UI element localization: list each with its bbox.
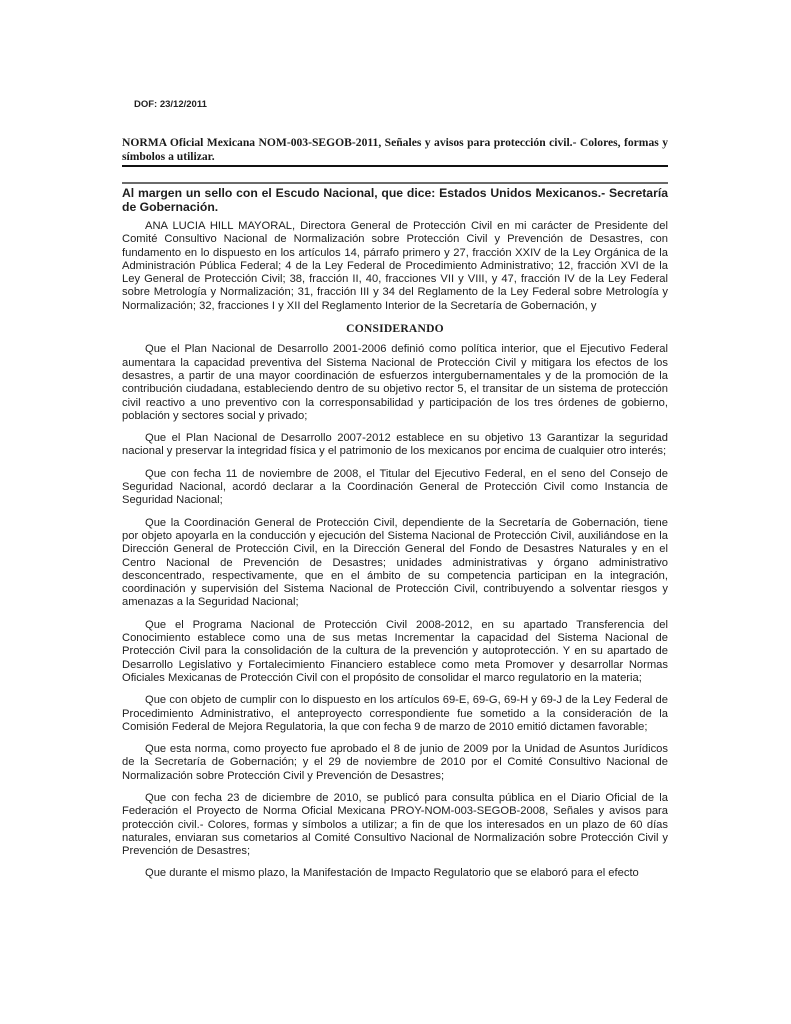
title-block: [122, 136, 668, 167]
title-rule: [122, 165, 668, 167]
intro-paragraph: ANA LUCIA HILL MAYORAL, Directora General de Protección Civil en mi carácter de Presidente del Comité Consultivo Nacional de Normalización sobre Protección Civil y Prevención de Desastres, con fundamento en lo dispuesto en los artículos 14, párrafo primero y 27, fracción XXIV de la Ley Orgánica de la Administración Pública Federal; 4 de la Ley Federal de Procedimiento Administrativo; 12, fracción XVI de la Ley General de Protección Civil; 38, fracción II, 40, fracciones VII y VIII, y 47, fracción IV de la Ley Federal sobre Metrología y Normalización; 31, fracción III y 34 del Reglamento de la Ley Federal sobre Metrología y Normalización; 32, fracciones I y XII del Reglamento Interior de la Secretaría de Gobernación, y: [122, 220, 668, 312]
paragraph: Que el Plan Nacional de Desarrollo 2007-2012 establece en su objetivo 13 Garantizar la seguridad nacional y preservar la integridad física y el patrimonio de los mexicanos por encima de cualquier otro interés;: [122, 432, 668, 458]
paragraph: Que esta norma, como proyecto fue aprobado el 8 de junio de 2009 por la Unidad de Asuntos Jurídicos de la Secretaría de Gobernación; y el 29 de noviembre de 2010 por el Comité Consultivo Nacional de Normalización sobre Protección Civil y Prevención de Desastres;: [122, 743, 668, 782]
section-rule: [122, 182, 668, 184]
paragraph: Que el Programa Nacional de Protección Civil 2008-2012, en su apartado Transferencia del Conocimiento establece como una de sus metas Incrementar la capacidad del Sistema Nacional de Protección Civil para la consolidación de la cultura de la prevención y autoprotección. Y en su apartado de Desarrollo Legislativo y Fortalecimiento Financiero establece como meta Promover y desarrollar Normas Oficiales Mexicanas de Protección Civil con el propósito de consolidar el marco regulatorio en la materia;: [122, 618, 668, 684]
paragraph: Que la Coordinación General de Protección Civil, dependiente de la Secretaría de Gobernación, tiene por objeto apoyarla en la conducción y ejecución del Sistema Nacional de Protección Civil, auxiliándose en la Dirección General de Protección Civil, en la Dirección General del Fondo de Desastres Naturales y en el Centro Nacional de Prevención de Desastres; unidades administrativas y órgano administrativo desconcentrado, respectivamente, que en el ámbito de su competencia participan en la integración, coordinación y supervisión del Sistema Nacional de Protección Civil, contribuyendo a solventar riesgos y amenazas a la Seguridad Nacional;: [122, 516, 668, 609]
paragraph: Que con fecha 23 de diciembre de 2010, se publicó para consulta pública en el Diario Oficial de la Federación el Proyecto de Norma Oficial Mexicana PROY-NOM-003-SEGOB-2008, Señales y avisos para protección civil.- Colores, formas y símbolos a utilizar; a fin de que los interesados en un plazo de 60 días naturales, enviaran sus cometarios al Comité Consultivo Nacional de Normalización sobre Protección Civil y Prevención de Desastres;: [122, 791, 668, 858]
paragraph: Que durante el mismo plazo, la Manifestación de Impacto Regulatorio que se elaboró para el efecto: [145, 867, 639, 880]
paragraph: Que el Plan Nacional de Desarrollo 2001-2006 definió como política interior, que el Ejecutivo Federal aumentara la capacidad preventiva del Sistema Nacional de Protección Civil y mitigara los efectos de los desastres, a partir de una mayor coordinación de esfuerzos intergubernamentales y de la promoción de la contribución ciudadana, estableciendo dentro de su objetivo rector 5, el transitar de un sistema de protección civil reactivo a uno preventivo con la corresponsabilidad y participación de los tres órdenes de gobierno, población y sectores social y privado;: [122, 343, 668, 422]
document-title: NORMA Oficial Mexicana NOM-003-SEGOB-2011, Señales y avisos para protección civil.- Colores, formas y símbolos a utilizar.: [122, 136, 668, 163]
dof-date: DOF: 23/12/2011: [134, 99, 207, 110]
seal-text: Al margen un sello con el Escudo Nacional, que dice: Estados Unidos Mexicanos.- Secretaría de Gobernación.: [122, 186, 668, 214]
document-body: [122, 186, 668, 890]
paragraph: Que con fecha 11 de noviembre de 2008, el Titular del Ejecutivo Federal, en el seno del Consejo de Seguridad Nacional, acordó declarar a la Coordinación General de Protección Civil como Instancia de Seguridad Nacional;: [122, 467, 668, 507]
section-heading: CONSIDERANDO: [346, 322, 444, 336]
paragraph: Que con objeto de cumplir con lo dispuesto en los artículos 69-E, 69-G, 69-H y 69-J de la Ley Federal de Procedimiento Administrativo, el anteproyecto correspondiente fue sometido a la consideración de la Comisión Federal de Mejora Regulatoria, la que con fecha 9 de marzo de 2010 emitió dictamen favorable;: [122, 694, 668, 733]
